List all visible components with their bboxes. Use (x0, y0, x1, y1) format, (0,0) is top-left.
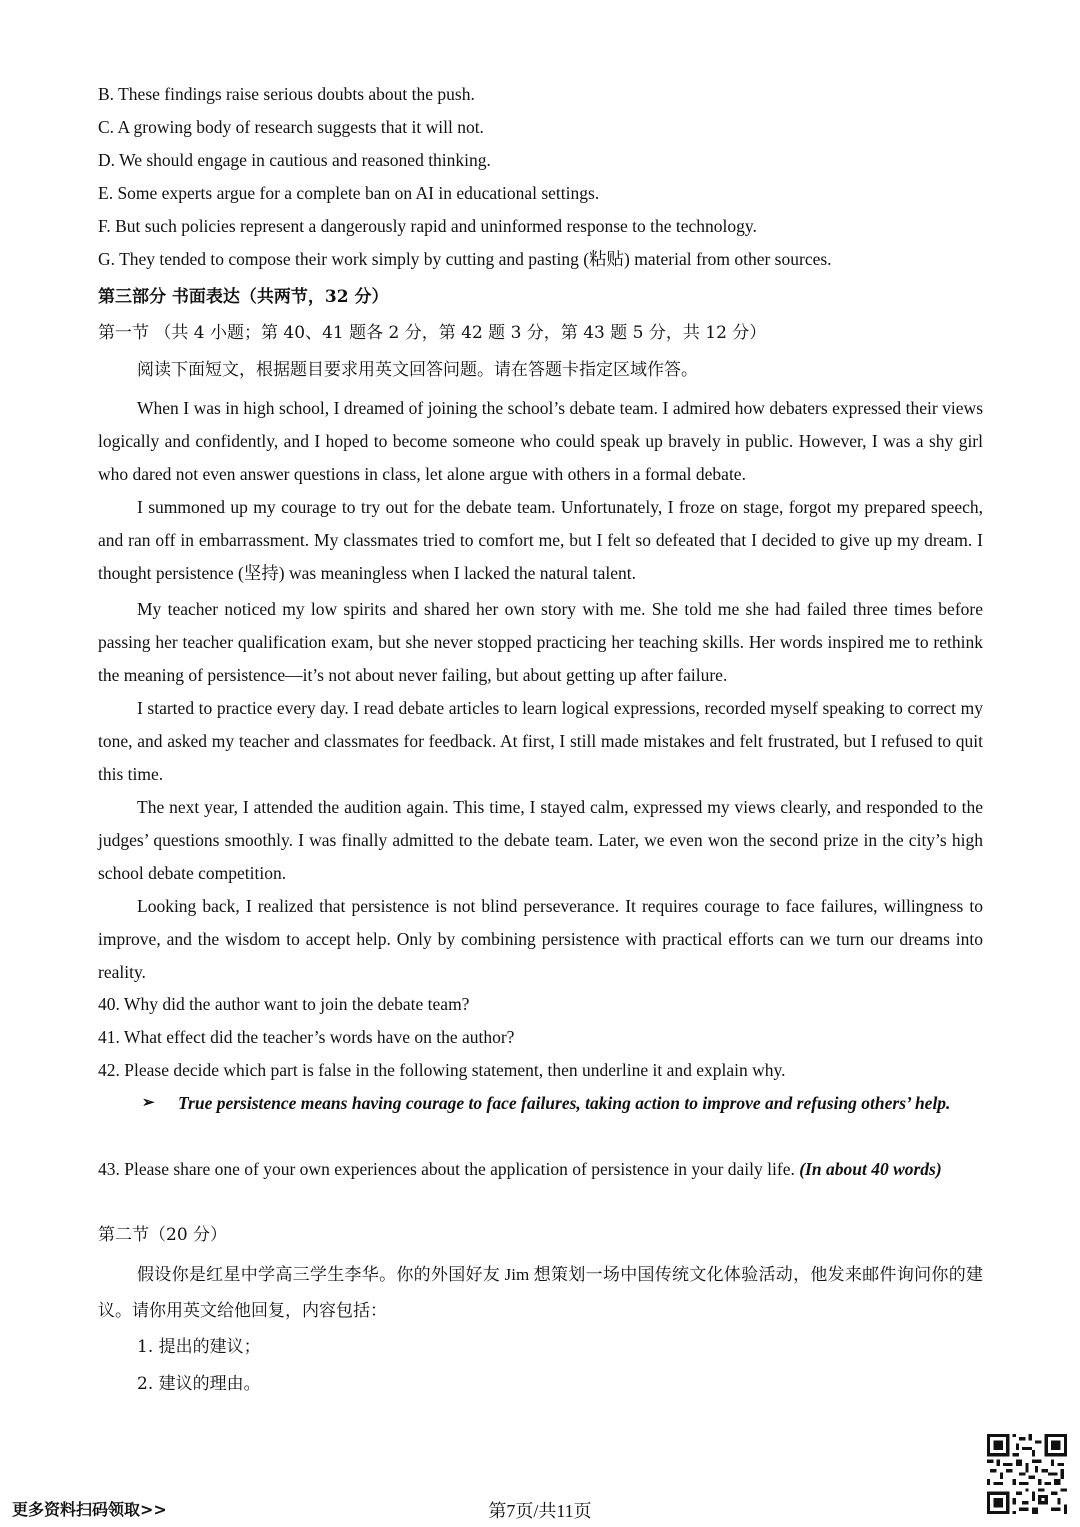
section2-prompt: 假设你是红星中学高三学生李华。你的外国好友 Jim 想策划一场中国传统文化体验活动，他发来邮件询问你的建议。请你用英文给他回复，内容包括： (98, 1265, 983, 1320)
section2-point-1: 1. 提出的建议； (137, 1337, 261, 1357)
arrow-bullet-icon: ➢ (142, 1095, 155, 1111)
option-c: C. A growing body of research suggests that it will not. (98, 117, 484, 137)
passage-paragraph-5: The next year, I attended the audition again. This time, I stayed calm, expressed my views clearly, and responded to the judges’ questions smoothly. I was finally admitted to the debate team. Later, we even won the second prize in the city’s high school debate competition. (98, 797, 983, 884)
question-43-text: 43. Please share one of your own experiences about the application of persistence in your daily life. (98, 1159, 800, 1179)
section1-heading: 第一节 （共 4 小题；第 40、41 题各 2 分，第 42 题 3 分，第 43 题 5 分，共 12 分） (98, 323, 767, 343)
question-41: 41. What effect did the teacher’s words have on the author? (98, 1027, 515, 1047)
question-43-note: (In about 40 words) (799, 1159, 942, 1179)
option-b: B. These findings raise serious doubts about the push. (98, 84, 475, 104)
question-40: 40. Why did the author want to join the debate team? (98, 994, 470, 1014)
page-number: 第7页/共11页 (488, 1501, 592, 1521)
option-f: F. But such policies represent a dangerously rapid and uninformed response to the technology. (98, 216, 757, 236)
passage-paragraph-4: I started to practice every day. I read debate articles to learn logical expressions, recorded myself speaking to correct my tone, and asked my teacher and classmates for feedback. At first, I still made mistakes and felt frustrated, but I refused to quit this time. (98, 698, 983, 785)
section2-point-2: 2. 建议的理由。 (137, 1374, 261, 1394)
part3-heading: 第三部分 书面表达（共两节，32 分） (98, 287, 389, 307)
statement-text: True persistence means having courage to face failures, taking action to improve and refusing others’ help. (178, 1093, 951, 1113)
section1-instruction: 阅读下面短文，根据题目要求用英文回答问题。请在答题卡指定区域作答。 (137, 360, 698, 380)
option-e: E. Some experts argue for a complete ban on AI in educational settings. (98, 183, 600, 203)
option-d: D. We should engage in cautious and reasoned thinking. (98, 150, 491, 170)
footer-scan-prompt: 更多资料扫码领取>> (12, 1500, 167, 1519)
section2-heading: 第二节（20 分） (98, 1225, 228, 1245)
passage-paragraph-2: I summoned up my courage to try out for the debate team. Unfortunately, I froze on stage, forgot my prepared speech, and ran off in embarrassment. My classmates tried to comfort me, but I felt so defeated that I decided to give up my dream. I thought persistence (坚持) was meaningless when I lacked the natural talent. (98, 497, 983, 584)
passage-paragraph-3: My teacher noticed my low spirits and shared her own story with me. She told me she had failed three times before passing her teacher qualification exam, but she never stopped practicing her teaching skills. Her words inspired me to rethink the meaning of persistence—it’s not about never failing, but about getting up after failure. (98, 599, 983, 686)
question-43 (98, 1153, 983, 1186)
passage-paragraph-6: Looking back, I realized that persistence is not blind perseverance. It requires courage to face failures, willingness to improve, and the wisdom to accept help. Only by combining persistence with practical efforts can we turn our dreams into reality. (98, 896, 983, 983)
question-42: 42. Please decide which part is false in the following statement, then underline it and explain why. (98, 1060, 786, 1080)
passage-paragraph-1: When I was in high school, I dreamed of joining the school’s debate team. I admired how debaters expressed their views logically and confidently, and I hoped to become someone who could speak up bravely in public. However, I was a shy girl who dared not even answer questions in class, let alone argue with others in a formal debate. (98, 398, 983, 485)
option-g: G. They tended to compose their work simply by cutting and pasting (粘贴) material from other sources. (98, 249, 832, 269)
statement-block (142, 1087, 985, 1120)
